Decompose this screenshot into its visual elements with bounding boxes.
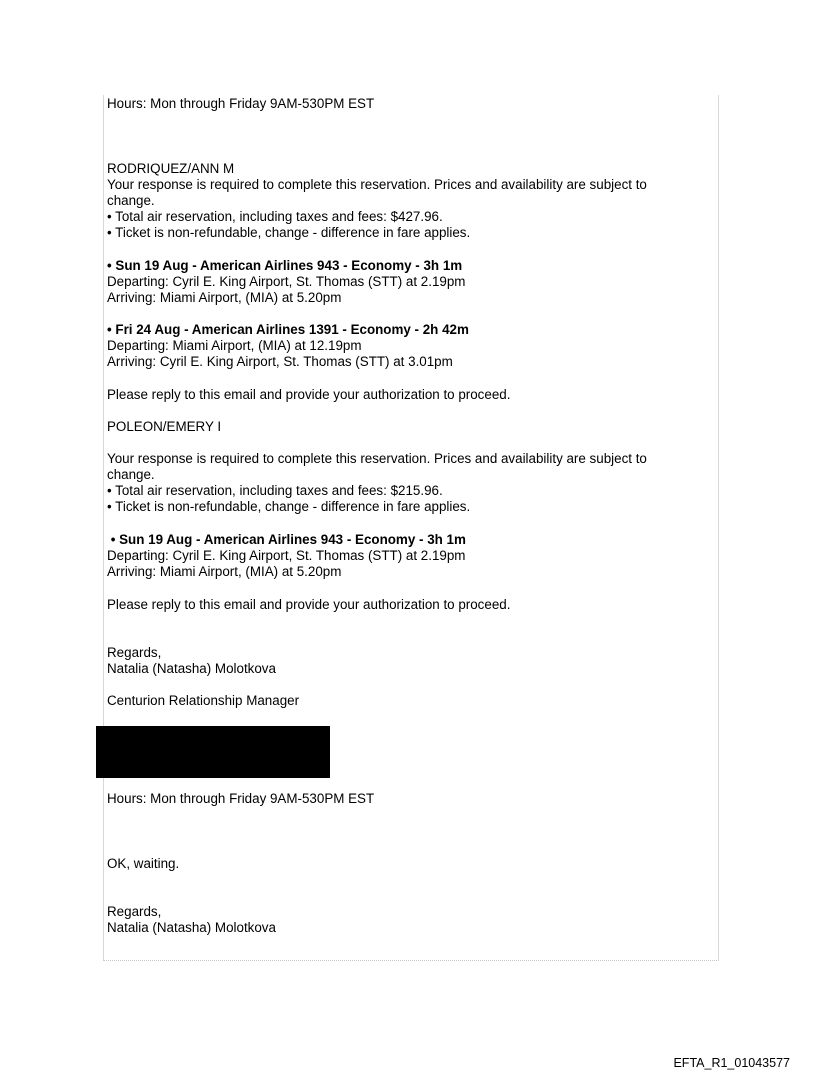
flight-departing: Departing: Cyril E. King Airport, St. Thomas (STT) at 2.19pm (107, 548, 466, 563)
hours-text-bottom: Hours: Mon through Friday 9AM-530PM EST (107, 791, 375, 806)
flight-departing: Departing: Miami Airport, (MIA) at 12.19pm (107, 338, 362, 353)
signature-regards: Regards, (107, 904, 162, 919)
passenger-name-rodriquez: RODRIQUEZ/ANN M (107, 161, 235, 176)
document-id: EFTA_R1_01043577 (673, 1056, 790, 1070)
notice-line-continuation: change. (107, 467, 155, 482)
total-fare-bullet: • Total air reservation, including taxes and fees: $215.96. (107, 483, 443, 498)
flight-heading-aa943: • Sun 19 Aug - American Airlines 943 - Economy - 3h 1m (107, 258, 463, 273)
ticket-policy-bullet: • Ticket is non-refundable, change - difference in fare applies. (107, 499, 471, 514)
reply-request: Please reply to this email and provide your authorization to proceed. (107, 597, 511, 612)
hours-text-top: Hours: Mon through Friday 9AM-530PM EST (107, 96, 375, 111)
notice-line: Your response is required to complete this reservation. Prices and availability are subject to (107, 177, 647, 192)
flight-arriving: Arriving: Cyril E. King Airport, St. Thomas (STT) at 3.01pm (107, 354, 453, 369)
signature-name: Natalia (Natasha) Molotkova (107, 661, 276, 676)
flight-heading-aa943: • Sun 19 Aug - American Airlines 943 - Economy - 3h 1m (107, 532, 466, 547)
total-fare-bullet: • Total air reservation, including taxes and fees: $427.96. (107, 209, 443, 224)
reply-message: OK, waiting. (107, 856, 180, 871)
flight-arriving: Arriving: Miami Airport, (MIA) at 5.20pm (107, 290, 342, 305)
notice-line: Your response is required to complete this reservation. Prices and availability are subject to (107, 451, 647, 466)
ticket-policy-bullet: • Ticket is non-refundable, change - difference in fare applies. (107, 225, 471, 240)
flight-departing: Departing: Cyril E. King Airport, St. Thomas (STT) at 2.19pm (107, 274, 466, 289)
flight-arriving: Arriving: Miami Airport, (MIA) at 5.20pm (107, 564, 342, 579)
flight-heading-aa1391: • Fri 24 Aug - American Airlines 1391 - Economy - 2h 42m (107, 322, 469, 337)
reply-request: Please reply to this email and provide your authorization to proceed. (107, 387, 511, 402)
signature-regards: Regards, (107, 645, 162, 660)
signature-name: Natalia (Natasha) Molotkova (107, 920, 276, 935)
redaction-block (96, 726, 330, 778)
notice-line-continuation: change. (107, 193, 155, 208)
signature-title: Centurion Relationship Manager (107, 693, 300, 708)
passenger-name-poleon: POLEON/EMERY I (107, 419, 222, 434)
